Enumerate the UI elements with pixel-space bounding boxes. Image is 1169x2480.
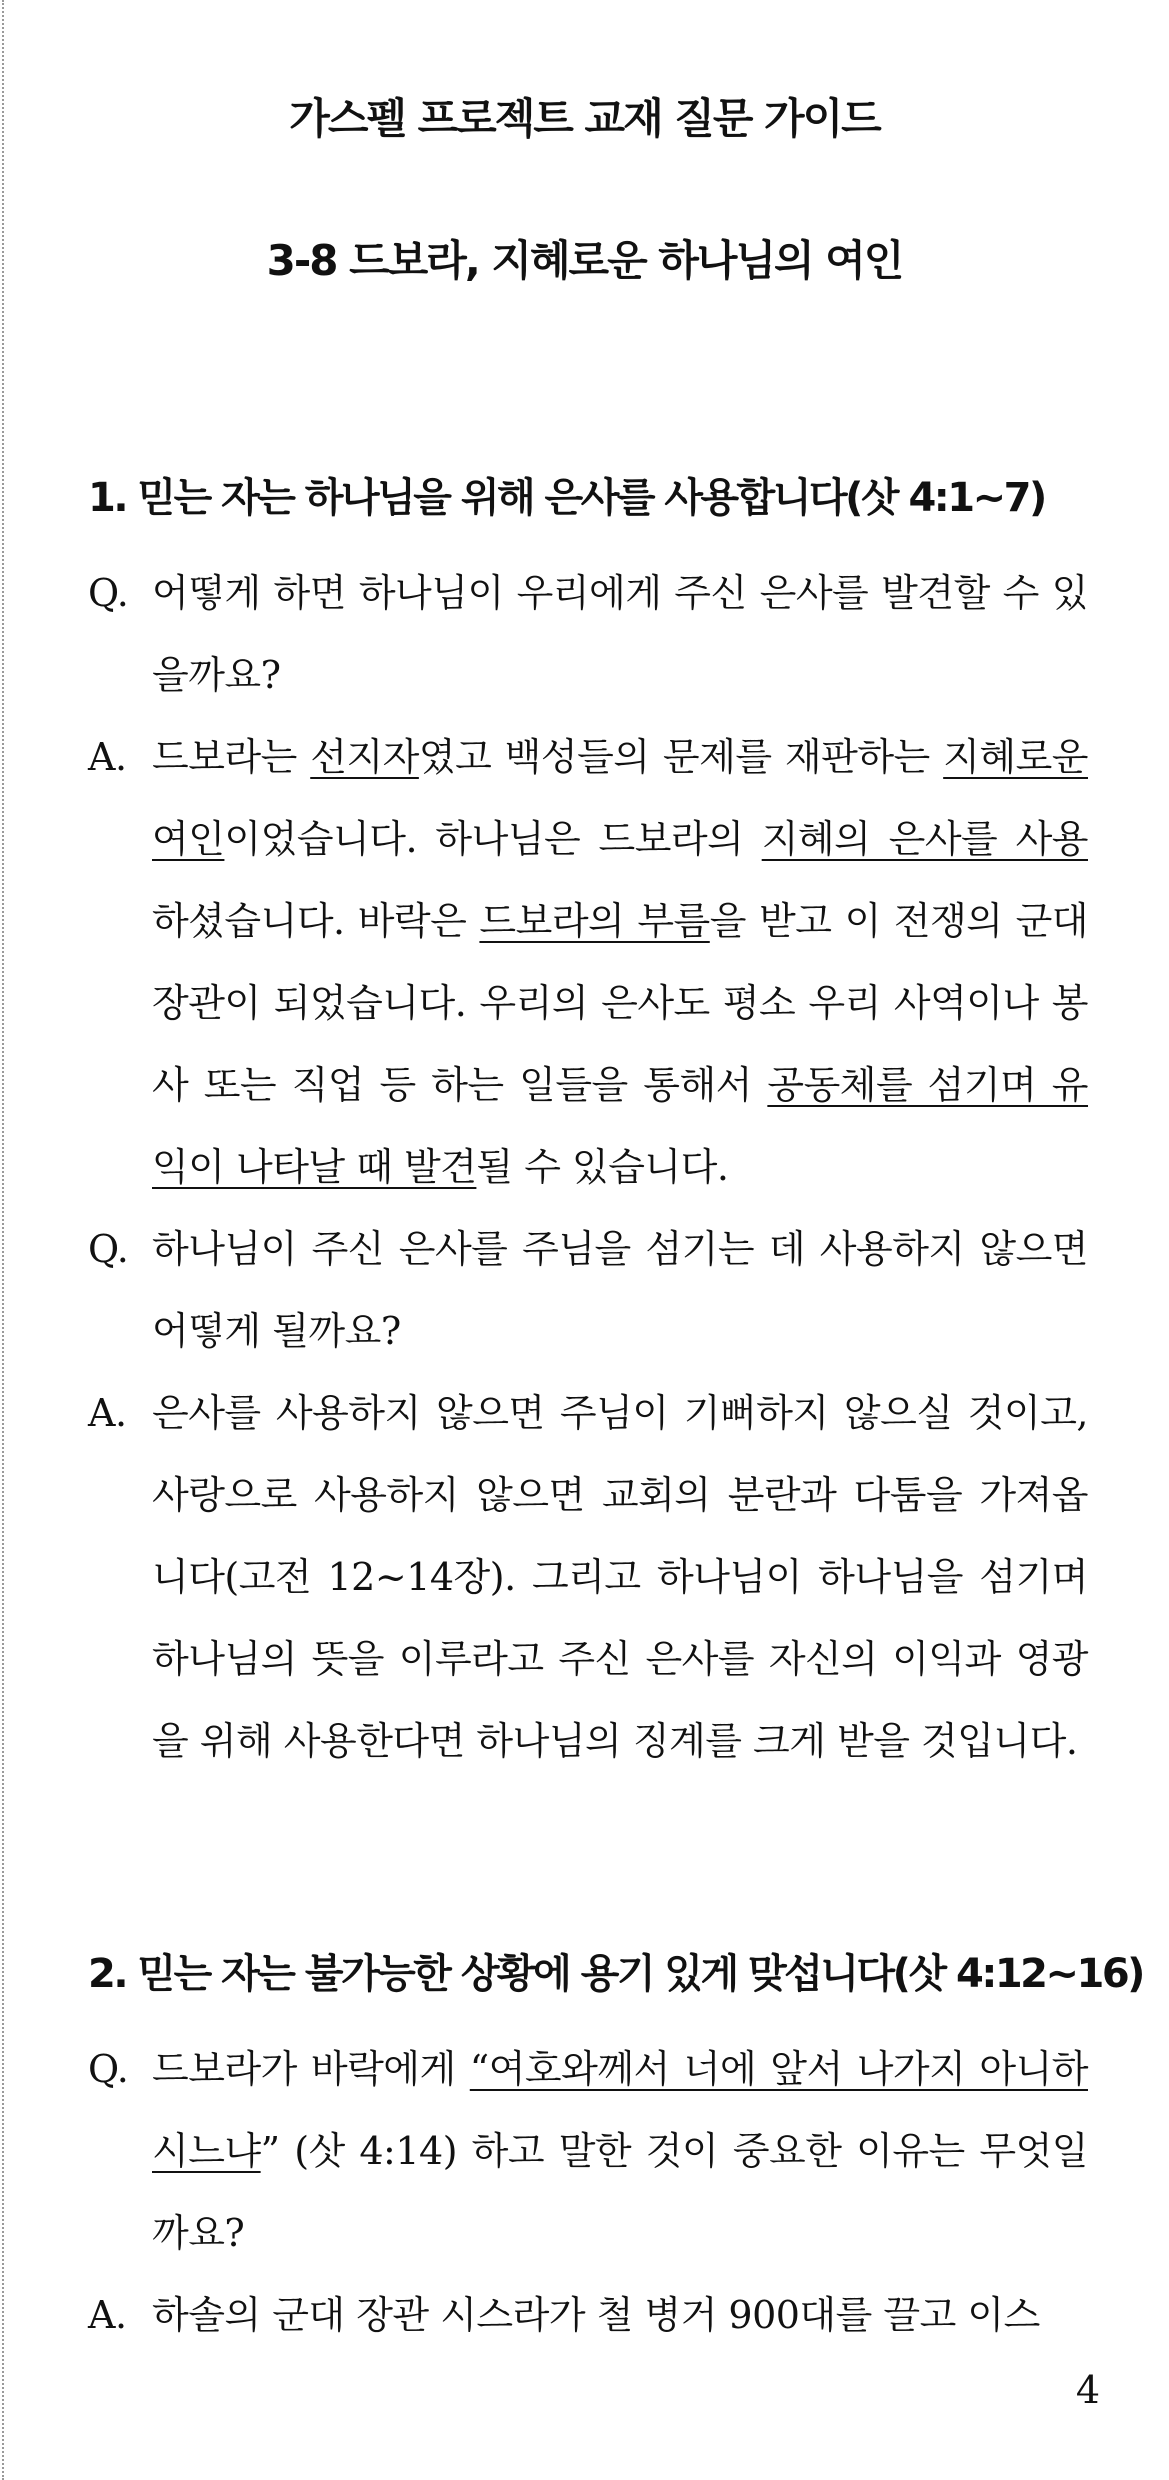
question-text: 하나님이 주신 은사를 주님을 섬기는 데 사용하지 않으면 어떻게 될까요? [152,1227,1088,1353]
section-2 [88,1946,1143,2356]
section-heading: 1. 믿는 자는 하나님을 위해 은사를 사용합니다(삿 4:1~7) [88,475,1045,521]
section-heading: 2. 믿는 자는 불가능한 상황에 용기 있게 맞섭니다(삿 4:12~16) [88,1951,1143,1997]
qa-list [88,2028,1088,2356]
document-title: 가스펠 프로젝트 교재 질문 가이드 [289,94,880,143]
page-number: 4 [1075,2368,1100,2412]
qa-list [88,552,1088,1782]
answer-item [88,1372,1088,1782]
question-text: 어떻게 하면 하나님이 우리에게 주신 은사를 발견할 수 있을까요? [152,571,1088,697]
answer-text: 드보라는 선지자였고 백성들의 문제를 재판하는 지혜로운 여인이었습니다. 하나님은 드보라의 지혜의 은사를 사용하셨습니다. 바락은 드보라의 부름을 받고 이 전쟁의 군대 장관이 되었습니다. 우리의 은사도 평소 우리 사역이나 봉사 또는 직업 등 하는 일들을 통해서 공동체를 섬기며 유익이 나타날 때 발견될 수 있습니다. [152,735,1089,1189]
question-item [88,552,1088,716]
answer-mark: A. [88,2293,127,2337]
question-item [88,2028,1088,2274]
question-mark: Q. [88,1227,129,1271]
question-text: 드보라가 바락에게 “여호와께서 너에 앞서 나가지 아니하시느냐” (삿 4:14) 하고 말한 것이 중요한 이유는 무엇일까요? [152,2047,1088,2255]
answer-mark: A. [88,735,127,779]
question-mark: Q. [88,571,129,615]
answer-text: 하솔의 군대 장관 시스라가 철 병거 900대를 끌고 이스 [152,2293,1040,2337]
section-1 [88,470,1088,1782]
lesson-title: 3-8 드보라, 지혜로운 하나님의 여인 [266,236,903,285]
answer-item [88,716,1088,1208]
answer-text: 은사를 사용하지 않으면 주님이 기뻐하지 않으실 것이고, 사랑으로 사용하지 않으면 교회의 분란과 다툼을 가져옵니다(고전 12~14장). 그리고 하나님이 하나님을 섬기며 하나님의 뜻을 이루라고 주신 은사를 자신의 이익과 영광을 위해 사용한다면 하나님의 징계를 크게 받을 것입니다. [152,1391,1088,1763]
answer-item [88,2274,1088,2356]
question-item [88,1208,1088,1372]
answer-mark: A. [88,1391,127,1435]
question-mark: Q. [88,2047,129,2091]
